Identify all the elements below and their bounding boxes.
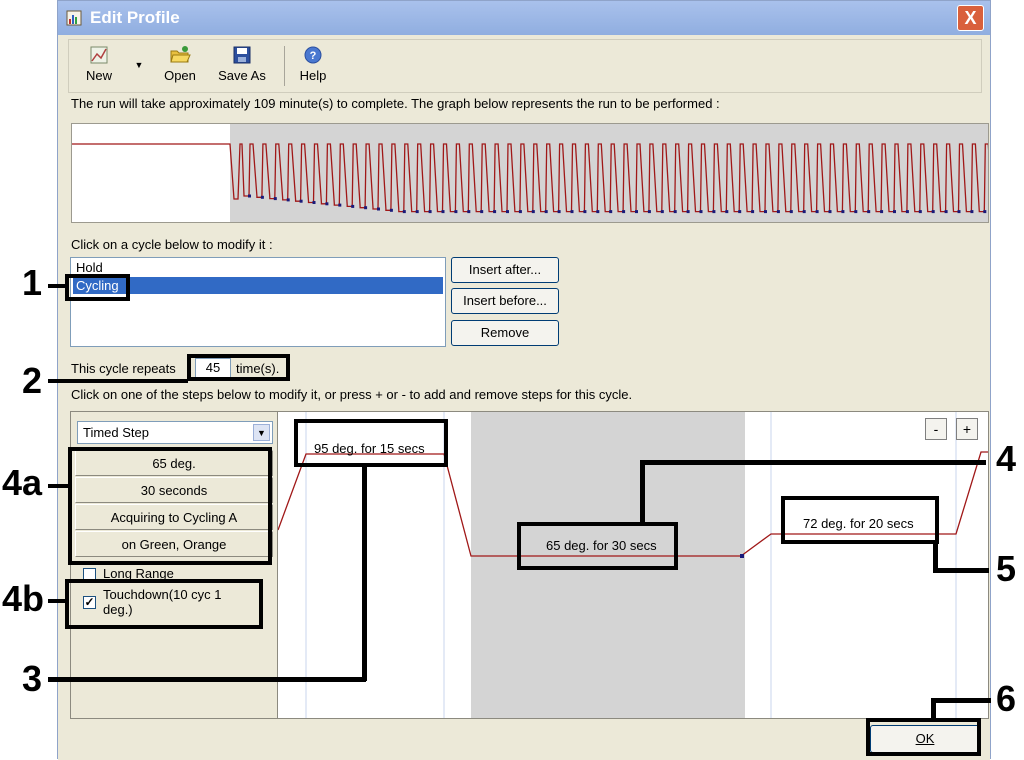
acquire-marker <box>906 210 909 213</box>
callout-box-4 <box>517 522 678 570</box>
acquire-marker <box>764 210 767 213</box>
callout-box-2 <box>187 354 290 381</box>
step-label-extend[interactable]: 72 deg. for 20 secs <box>803 516 914 531</box>
acquire-marker <box>519 210 522 213</box>
acquire-marker <box>532 210 535 213</box>
acquire-marker <box>919 210 922 213</box>
help-icon <box>302 44 324 66</box>
repeat-count-input[interactable]: 45 <box>195 358 231 378</box>
callout-line-6b <box>931 698 991 703</box>
acquire-marker <box>854 210 857 213</box>
acquire-marker <box>738 210 741 213</box>
repeat-suffix: time(s). <box>236 361 280 376</box>
acquire-marker <box>958 210 961 213</box>
close-button[interactable]: X <box>957 5 984 31</box>
callout-box-1 <box>65 274 130 301</box>
title-bar[interactable] <box>58 1 990 35</box>
cycle-item-cycling[interactable]: Cycling <box>73 277 443 294</box>
acquire-marker <box>261 196 264 199</box>
acquire-marker <box>480 210 483 213</box>
acquire-marker <box>816 210 819 213</box>
acquire-marker <box>622 210 625 213</box>
acquire-marker <box>558 210 561 213</box>
callout-box-5 <box>781 496 939 544</box>
long-range-label: Long Range <box>103 566 174 581</box>
remove-button[interactable]: Remove <box>451 320 559 346</box>
acquiring-button[interactable]: Acquiring to Cycling A <box>75 504 273 530</box>
acquire-marker <box>803 210 806 213</box>
callout-line-4a-v <box>640 460 645 523</box>
acquire-marker <box>248 195 251 198</box>
acquire-marker <box>545 210 548 213</box>
acquire-marker <box>300 200 303 203</box>
ok-button[interactable]: OK <box>870 725 980 753</box>
acquire-marker <box>674 210 677 213</box>
hold-time-button[interactable]: 30 seconds <box>75 477 273 503</box>
step-label-anneal[interactable]: 65 deg. for 30 secs <box>546 538 657 553</box>
acquire-marker <box>325 202 328 205</box>
acquire-marker <box>932 210 935 213</box>
acquire-marker <box>596 210 599 213</box>
open-folder-icon <box>169 44 191 66</box>
acquire-marker <box>403 210 406 213</box>
toolbar-separator <box>284 46 285 86</box>
acquire-marker <box>364 206 367 209</box>
callout-line-4b <box>48 599 66 603</box>
callout-line-4a <box>48 484 69 488</box>
remove-step-button[interactable]: - <box>925 418 947 440</box>
new-label: New <box>85 68 112 83</box>
acquire-marker <box>712 210 715 213</box>
acquire-marker <box>390 209 393 212</box>
callout-box-4b <box>65 579 263 629</box>
acquire-marker <box>893 210 896 213</box>
callout-line-2 <box>48 379 188 383</box>
callout-line-4a-h <box>640 460 986 465</box>
open-label: Open <box>164 68 196 83</box>
callout-line-5b <box>933 568 989 573</box>
acquire-marker <box>777 210 780 213</box>
acquire-marker <box>338 204 341 207</box>
callout-number-4a: 4a <box>2 462 43 503</box>
callout-number-4b: 4b <box>2 578 45 619</box>
acquire-marker <box>880 210 883 213</box>
open-button[interactable] <box>161 44 199 83</box>
acquire-marker <box>416 210 419 213</box>
steps-prompt: Click on one of the steps below to modify it, or press + or - to add and remove steps for this cycle. <box>71 387 633 402</box>
step-label-denature[interactable]: 95 deg. for 15 secs <box>314 441 425 456</box>
cycle-list[interactable] <box>70 257 446 347</box>
step-type-value: Timed Step <box>83 425 149 440</box>
acquire-marker <box>700 210 703 213</box>
acquire-marker <box>867 210 870 213</box>
chevron-down-icon[interactable]: ▼ <box>253 424 270 441</box>
save-as-button[interactable] <box>213 44 271 83</box>
acquire-marker <box>790 210 793 213</box>
run-profile-line <box>72 144 989 212</box>
callout-number-5: 5 <box>996 548 1017 589</box>
acquire-marker <box>609 210 612 213</box>
acquire-marker <box>751 210 754 213</box>
temperature-button[interactable]: 65 deg. <box>75 450 273 476</box>
callout-number-2: 2 <box>22 360 43 401</box>
touchdown-checkbox[interactable]: ✓ <box>84 595 95 609</box>
save-as-label: Save As <box>218 68 266 83</box>
acquire-marker <box>648 210 651 213</box>
add-step-button[interactable]: + <box>956 418 978 440</box>
repeat-prefix: This cycle repeats <box>71 361 176 376</box>
insert-after-button[interactable]: Insert after... <box>451 257 559 283</box>
callout-number-6: 6 <box>996 678 1017 719</box>
acquire-marker <box>945 210 948 213</box>
callout-line-1 <box>48 284 66 288</box>
cycle-prompt: Click on a cycle below to modify it : <box>71 237 273 252</box>
channels-button[interactable]: on Green, Orange <box>75 531 273 557</box>
window-title: Edit Profile <box>90 8 180 27</box>
acquire-marker <box>687 210 690 213</box>
acquire-marker <box>983 210 986 213</box>
callout-line-3b <box>48 677 366 682</box>
acquire-marker <box>442 210 445 213</box>
new-profile-icon <box>88 44 110 66</box>
acquire-marker <box>841 210 844 213</box>
acquire-marker <box>583 210 586 213</box>
help-label: Help <box>299 68 327 83</box>
run-profile-svg <box>72 124 989 223</box>
dialog-footer <box>58 719 990 760</box>
acquire-marker <box>454 210 457 213</box>
callout-number-3: 3 <box>22 658 43 699</box>
cycle-item-hold[interactable]: Hold <box>76 260 103 275</box>
floppy-disk-icon <box>231 44 253 66</box>
acquire-marker <box>274 197 277 200</box>
callout-number-1: 1 <box>22 262 43 303</box>
callout-box-3 <box>294 419 448 467</box>
acquire-marker <box>493 210 496 213</box>
app-icon <box>65 9 83 27</box>
callout-box-6 <box>866 718 981 756</box>
acquire-marker <box>571 210 574 213</box>
toolbar <box>68 39 982 93</box>
callout-line-3a <box>362 466 367 681</box>
acquire-marker <box>829 210 832 213</box>
acquire-marker <box>287 198 290 201</box>
new-dropdown-arrow[interactable]: ▼ <box>134 60 144 70</box>
acquire-marker <box>351 205 354 208</box>
run-duration-text: The run will take approximately 109 minute(s) to complete. The graph below represents the run to be performed : <box>71 96 720 111</box>
help-button[interactable] <box>295 44 331 83</box>
step-type-select[interactable] <box>77 421 273 444</box>
new-button[interactable] <box>77 44 121 83</box>
acquire-marker <box>377 208 380 211</box>
touchdown-label: Touchdown(10 cyc 1 deg.) <box>103 587 222 617</box>
acquire-marker <box>506 210 509 213</box>
acquire-marker <box>635 210 638 213</box>
acquire-marker <box>313 201 316 204</box>
acquire-marker <box>429 210 432 213</box>
acquire-marker <box>970 210 973 213</box>
acquire-marker <box>725 210 728 213</box>
callout-number-4: 4 <box>996 438 1017 479</box>
acquire-marker <box>661 210 664 213</box>
acquire-marker <box>740 554 744 558</box>
svg-text:?: ? <box>309 50 317 62</box>
callout-box-4a <box>68 447 272 565</box>
run-profile-graph[interactable] <box>71 123 989 223</box>
insert-before-button[interactable]: Insert before... <box>451 288 559 314</box>
acquire-marker <box>467 210 470 213</box>
